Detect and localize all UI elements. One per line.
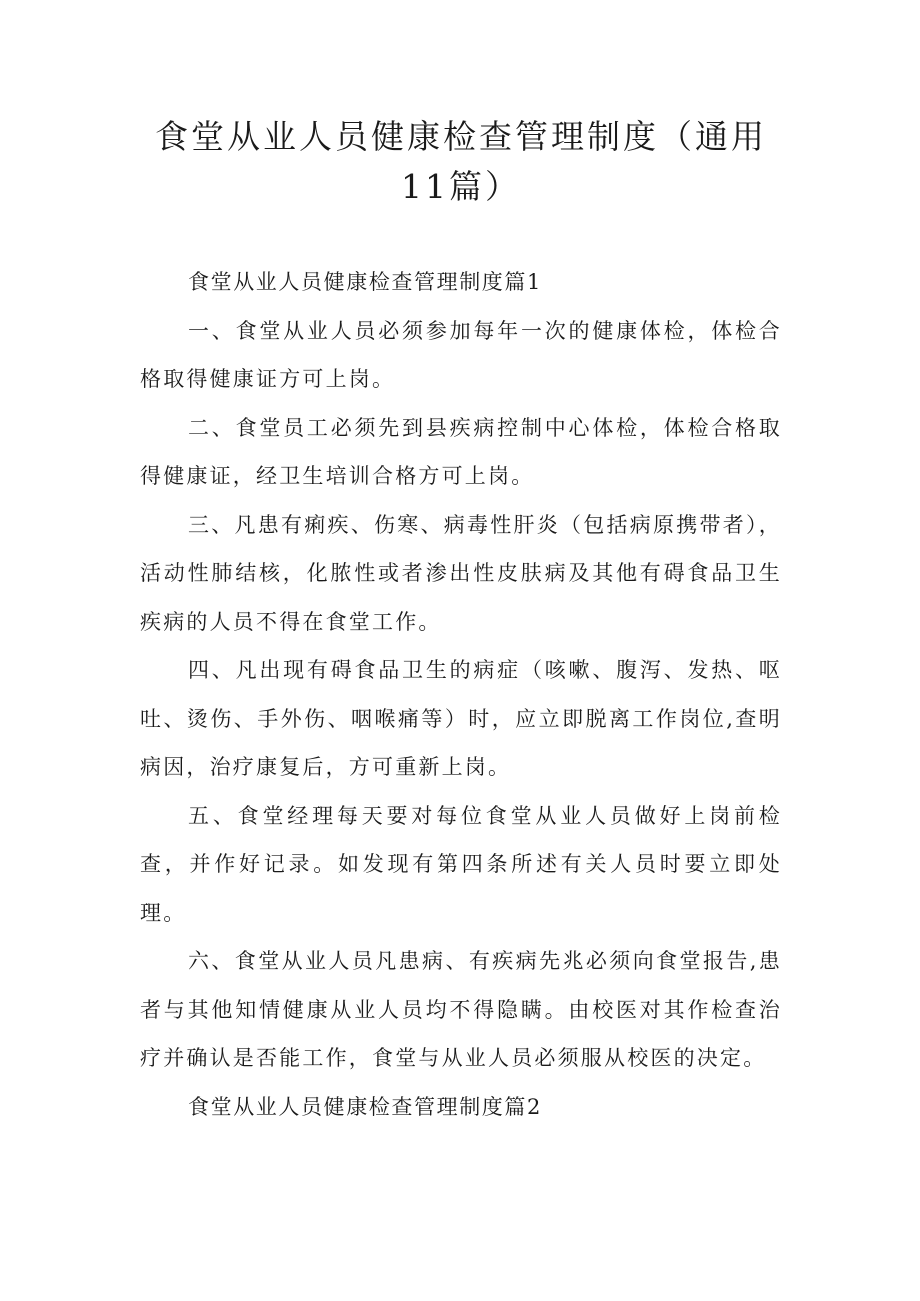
paragraph-rule-6: 六、食堂从业人员凡患病、有疾病先兆必须向食堂报告,患者与其他知情健康从业人员均不得隐瞒。由校医对其作检查治疗并确认是否能工作，食堂与从业人员必须服从校医的决定。 [140,949,782,1070]
document-body [140,258,782,1131]
section-heading-1: 食堂从业人员健康检查管理制度篇1 [188,270,542,294]
document-title: 食堂从业人员健康检查管理制度（通用11篇） [155,117,767,206]
paragraph-rule-1: 一、食堂从业人员必须参加每年一次的健康体检，体检合格取得健康证方可上岗。 [140,318,782,391]
paragraph-rule-3: 三、凡患有痢疾、伤寒、病毒性肝炎（包括病原携带者），活动性肺结核，化脓性或者渗出性皮肤病及其他有碍食品卫生疾病的人员不得在食堂工作。 [140,512,782,634]
paragraph-rule-5: 五、食堂经理每天要对每位食堂从业人员做好上岗前检查，并作好记录。如发现有第四条所述有关人员时要立即处理。 [140,803,782,925]
paragraph-rule-2: 二、食堂员工必须先到县疾病控制中心体检，体检合格取得健康证，经卫生培训合格方可上岗。 [140,415,782,488]
section-heading-2: 食堂从业人员健康检查管理制度篇2 [188,1094,542,1119]
paragraph-rule-4: 四、凡出现有碍食品卫生的病症（咳嗽、腹泻、发热、呕吐、烫伤、手外伤、咽喉痛等）时，应立即脱离工作岗位,查明病因，治疗康复后，方可重新上岗。 [140,658,782,779]
